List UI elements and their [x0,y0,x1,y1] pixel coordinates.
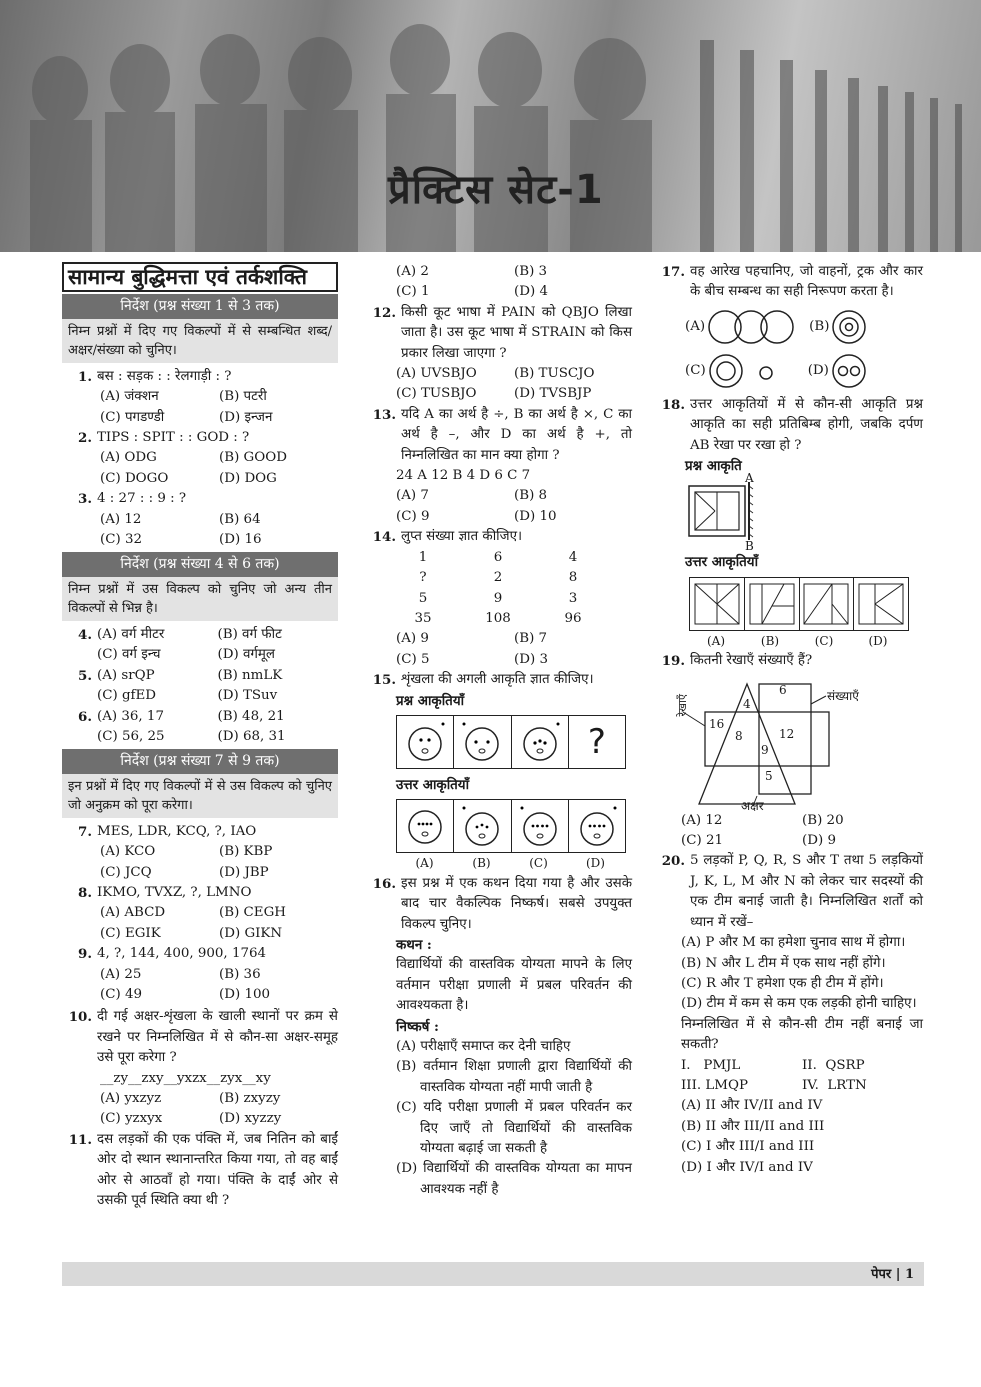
question-1-options: (A) जंक्शन (B) पटरी (C) पगडण्डी (D) इन्जन [100,389,273,425]
direction-2-body: निम्न प्रश्नों में उस विकल्प को चुनिए जो अन्य तीन विकल्पों से भिन्न है। [62,577,338,621]
question-10: 10. दी गई अक्षर-शृंखला के खाली स्थानों पर क्रम से रखने पर निम्नलिखित में से कौन-सा अक्षर-समूह उसे पूरा करेगा ? [68,1009,338,1066]
face-figure [512,716,569,768]
question-11-options: (A) 2 (B) 3 (C) 1 (D) 4 [396,264,548,300]
question-11: 11. दस लड़कों की एक पंक्ति में, जब नितिन को बाईं ओर दो स्थान स्थानान्तरित किया गया, तो वह बाईं ओर से आठवाँ हो गया। पंक्ति के दाईं ओर से उसकी पूर्व स्थिति क्या थी ? [68,1131,338,1209]
question-8: 8. IKMO, TVXZ, ?, LMNO [78,884,252,901]
question-13-options: (A) 7 (B) 8 (C) 9 (D) 10 [396,488,557,524]
question-2-options: (A) ODG (B) GOOD (C) DOGO (D) DOG [100,450,287,486]
answer-face-c [512,800,569,852]
mirror-answer-c [800,578,855,630]
question-19: 19. कितनी रेखाएँ संख्याएँ हैं? [661,653,813,670]
answer-face-d [569,800,625,852]
column-2 [366,262,632,1200]
question-15: 15. शृंखला की अगली आकृति ज्ञात कीजिए। [372,672,594,689]
question-12: 12. किसी कूट भाषा में PAIN को QBJO लिखा जाता है। उस कूट भाषा में STRAIN को किस प्रकार लिखा जाएगा ? [372,304,632,361]
question-17-options-ab: (A) (B) [655,307,923,347]
mirror-label-a: A [745,471,754,486]
mirror-answer-b [745,578,800,630]
question-14-grid: 1 6 4 ? 2 8 5 9 3 35 108 96 [414,549,582,626]
question-15-question-figures [396,715,626,769]
question-9-options: (A) 25 (B) 36 (C) 49 (D) 100 [100,966,270,1002]
direction-3-head: निर्देश (प्रश्न संख्या 7 से 9 तक) [62,749,338,773]
question-2: 2. TIPS : SPIT : : GOD : ? [78,430,250,447]
concentric-circles-figure [829,307,869,347]
question-17: 17. वह आरेख पहचानिए, जो वाहनों, ट्रक और कार के बीच सम्बन्ध का सही निरूपण करता है। [661,264,923,300]
region-number: 5 [765,768,773,783]
question-15-figure-labels: (A) (B) (C) (D) [415,856,605,871]
numbers-label: संख्याएँ [827,688,859,703]
question-16-statement-label: कथन : [396,936,432,953]
question-8-options: (A) ABCD (B) CEGH (C) EGIK (D) GIKN [100,905,286,941]
letters-label: अक्षर [741,798,764,813]
question-7-options: (A) KCO (B) KBP (C) JCQ (D) JBP [100,844,273,880]
question-18-figure-labels: (A) (B) (C) (D) [706,633,888,648]
question-20-teams: I. PMJL II. QSRP III. LMQP IV. LRTN [681,1057,867,1093]
question-6: 6. (A) 36, 17 (B) 48, 21 (C) 56, 25 (D) 68, 31 [78,708,286,744]
question-9: 9. 4, ?, 144, 400, 900, 1764 [78,946,267,963]
question-1: 1. बस : सड़क : : रेलगाड़ी : ? [78,368,232,385]
question-15-a-label: उत्तर आकृतियाँ [396,776,470,793]
question-18-a-label: उत्तर आकृतियाँ [685,554,759,571]
question-3: 3. 4 : 27 : : 9 : ? [78,491,187,508]
region-number: 12 [779,726,795,741]
question-10-options: (A) yxzyz (B) zxyzy (C) yzxyx (D) xyzzy [100,1091,282,1127]
question-20-options: (A) II और IV/II and IV (B) II और III/II and III (C) I और III/I and III (D) I और IV/I and IV [681,1098,825,1175]
question-7: 7. MES, LDR, KCQ, ?, IAO [78,823,257,840]
page-number: पेपर | 1 [871,1267,914,1282]
region-number: 6 [779,682,787,697]
question-16-conclusion-label: निष्कर्ष : [396,1018,439,1035]
region-number: 16 [709,716,725,731]
question-16-statement: विद्यार्थियों की वास्तविक योग्यता मापने के लिए वर्तमान परीक्षा प्रणाली में प्रबल परिवर्तन की आवश्यकता है। [396,957,632,1014]
direction-1-body: निम्न प्रश्नों में दिए गए विकल्पों में से सम्बन्धित शब्द/अक्षर/संख्या को चुनिए। [62,319,338,363]
question-18-answer-figures [689,577,909,631]
two-circles-inside-circle-figure [829,351,869,391]
question-18-question-figure [685,471,765,554]
region-number: 9 [761,742,769,757]
answer-face-a [397,800,454,852]
question-mark: ? [587,721,606,762]
column-1 [62,262,338,1211]
direction-3-body: इन प्रश्नों में दिए गए विकल्पों में से उस विकल्प को चुनिए जो अनुक्रम को पूरा करेगा। [62,774,338,818]
question-13: 13. यदि A का अर्थ है ÷, B का अर्थ है ×, C का अर्थ है –, और D का अर्थ है +, तो निम्नलिखित का मान क्या होगा ? [372,406,632,463]
direction-1-head: निर्देश (प्रश्न संख्या 1 से 3 तक) [62,294,338,318]
mirror-answer-d [854,578,908,630]
question-16-options: (A) परीक्षाएँ समाप्त कर देनी चाहिए (B) वर्तमान शिक्षा प्रणाली द्वारा विद्यार्थियों की वास्तविक योग्यता नहीं मापी जाती है (C) यदि परीक्षा प्रणाली में प्रबल परिवर्तन कर दिए जाएँ तो विद्यार्थियों की वास्तविक योग्यता बढ़ाई जा सकती है (D) विद्यार्थियों की वास्तविक योग्यता का मापन आवश्यक नहीं है [396,1039,632,1197]
question-14: 14. लुप्त संख्या ज्ञात कीजिए। [372,529,523,546]
region-number: 4 [743,696,751,711]
question-20-prompt: निम्नलिखित में से कौन-सी टीम नहीं बनाई जा सकती? [681,1016,923,1053]
face-figure [397,716,454,768]
question-16: 16. इस प्रश्न में एक कथन दिया गया है और उसके बाद चार वैकल्पिक निष्कर्ष। सबसे उपयुक्त विकल्प चुनिए। [372,875,632,932]
region-number: 8 [735,728,743,743]
question-20: 20. 5 लड़कों P, Q, R, S और T तथा 5 लड़कियों J, K, L, M और N को लेकर चार सदस्यों की एक टीम बनाई जाती है। निम्नलिखित शर्तों को ध्यान में रखें– [661,853,923,930]
question-17-options-cd: (C) (D) [655,351,923,391]
question-15-answer-figures [396,799,626,853]
direction-2-head: निर्देश (प्रश्न संख्या 4 से 6 तक) [62,552,338,576]
question-3-options: (A) 12 (B) 64 (C) 32 (D) 16 [100,511,262,548]
column-3 [655,262,923,1178]
question-12-options: (A) UVSBJO (B) TUSCJO (C) TUSBJO (D) TVSBJP [396,366,595,402]
section-title: सामान्य बुद्धिमत्ता एवं तर्कशक्ति [62,262,338,292]
mirror-label-b: B [745,539,754,554]
answer-face-b [454,800,511,852]
three-overlapping-circles-figure [705,307,797,347]
question-18: 18. उत्तर आकृतियों में से कौन-सी आकृति प्रश्न आकृति का सही प्रतिबिम्ब होगी, जबकि दर्पण AB रेखा पर रखा हो ? [661,396,923,453]
header-banner [0,0,981,252]
lines-label: रेखाएँ [676,693,689,717]
question-5: 5. (A) srQP (B) nmLK (C) gfED (D) TSuv [78,667,283,704]
face-figure [454,716,511,768]
question-4: 4. (A) वर्ग मीटर (B) वर्ग फीट (C) वर्ग इन्च (D) वर्गमूल [78,626,282,663]
mirror-answer-a [690,578,745,630]
question-19-options: (A) 12 (B) 20 (C) 21 (D) 9 [681,812,844,849]
footer-bar [62,1262,924,1286]
question-13-expression: 24 A 12 B 4 D 6 C 7 [396,468,531,484]
question-19-figure [671,676,881,811]
nested-and-separate-circles-figure [706,351,786,391]
question-20-conditions: (A) P और M का हमेशा चुनाव साथ में होगा। (B) N और L टीम में एक साथ नहीं होंगे। (C) R और T हमेशा एक ही टीम में होंगे। (D) टीम में कम से कम एक लड़की होनी चाहिए। [681,935,917,1012]
question-18-q-label: प्रश्न आकृति [685,458,742,475]
question-15-q-label: प्रश्न आकृतियाँ [396,692,465,709]
question-14-options: (A) 9 (B) 7 (C) 5 (D) 3 [396,631,548,667]
page-title: प्रैक्टिस सेट-1 [388,167,604,213]
question-10-series: __zy__zxy__yxzx__zyx__xy [100,1070,271,1086]
